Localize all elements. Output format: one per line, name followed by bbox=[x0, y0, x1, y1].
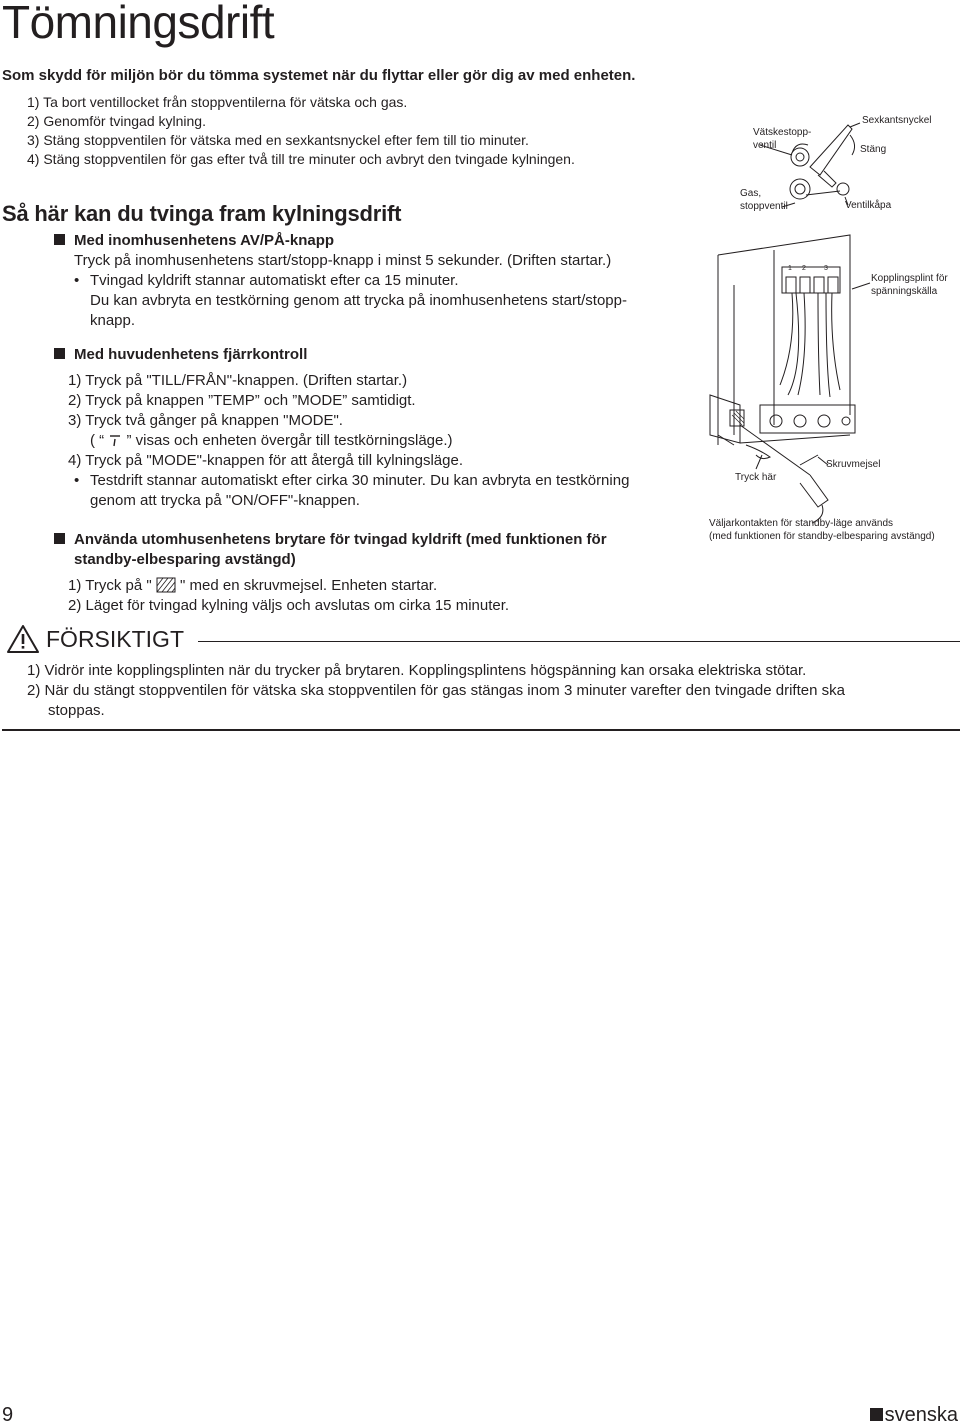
remote-step-note: ( “ ” visas och enheten övergår till testkörningsläge.) bbox=[90, 432, 453, 449]
square-bullet-icon bbox=[54, 234, 65, 245]
outdoor-step: 1) Tryck på " " med en skruvmejsel. Enheten startar. bbox=[68, 577, 438, 594]
remote-step: 3) Tryck två gånger på knappen "MODE". bbox=[68, 412, 343, 429]
section-heading: Så här kan du tvinga fram kylningsdrift bbox=[2, 201, 402, 226]
intro-step: 3) Stäng stoppventilen för vätska med en sexkantsnyckel efter fem till tio minuter. bbox=[27, 132, 529, 148]
intro-heading: Som skydd för miljön bör du tömma systemet när du flyttar eller gör dig av med enheten. bbox=[2, 67, 636, 84]
caution-header bbox=[2, 624, 960, 654]
square-bullet-icon bbox=[54, 533, 65, 544]
square-bullet-icon bbox=[870, 1408, 883, 1421]
indoor-bullet: • Tvingad kyldrift stannar automatiskt efter ca 15 minuter. bbox=[74, 271, 694, 291]
press-here-label: Tryck här bbox=[735, 472, 777, 483]
caution-item: 2) När du stängt stoppventilen för vätska ska stoppventilen för gas stängas inom 3 minuter varefter den tvingade driften ska bbox=[27, 682, 845, 699]
warning-triangle-icon bbox=[6, 624, 40, 654]
intro-steps bbox=[27, 93, 575, 169]
valve-cap-label: Ventilkåpa bbox=[845, 200, 892, 211]
screwdriver-label: Skruvmejsel bbox=[826, 459, 881, 470]
remote-step: 4) Tryck på "MODE"-knappen för att återgå till kylningsläge. bbox=[68, 452, 463, 469]
indoor-text: Tryck på inomhusenhetens start/stopp-knapp i minst 5 sekunder. (Driften startar.) bbox=[74, 252, 612, 269]
terminal-label: Kopplingsplint för spänningskälla bbox=[871, 273, 948, 297]
indoor-heading: Med inomhusenhetens AV/PÅ-knapp bbox=[54, 231, 694, 251]
remote-bullet: • Testdrift stannar automatiskt efter cirka 30 minuter. Du kan avbryta en testkörning bbox=[74, 471, 714, 491]
square-bullet-icon bbox=[54, 348, 65, 359]
switch-hatch-icon bbox=[156, 577, 176, 593]
remote-step: 1) Tryck på "TILL/FRÅN"-knappen. (Driften startar.) bbox=[68, 372, 408, 389]
figure-drawing bbox=[700, 105, 958, 555]
outdoor-heading: Använda utomhusenhetens brytare för tvingad kyldrift (med funktionen för bbox=[54, 530, 714, 550]
remote-bullet-cont: genom att trycka på "ON/OFF"-knappen. bbox=[90, 492, 360, 509]
remote-heading: Med huvudenhetens fjärrkontroll bbox=[54, 345, 714, 365]
outdoor-unit-figure bbox=[700, 105, 958, 555]
hex-key-label: Sexkantsnyckel bbox=[862, 115, 932, 126]
caution-rule bbox=[198, 641, 960, 642]
divider bbox=[2, 729, 960, 731]
caution-title: FÖRSIKTIGT bbox=[46, 626, 184, 652]
terminal-number: 1 bbox=[788, 265, 792, 272]
switch-note: Väljarkontakten för standby-läge används (med funktionen för standby-elbesparing avstängd) bbox=[709, 518, 935, 542]
indoor-block bbox=[54, 231, 694, 331]
terminal-number: 2 bbox=[802, 265, 806, 272]
indoor-bullet-cont: Du kan avbryta en testkörning genom att trycka på inomhusenhetens start/stopp- bbox=[90, 292, 627, 309]
outdoor-block bbox=[54, 530, 714, 616]
gas-valve-label: Gas, stoppventil bbox=[740, 188, 788, 212]
liquid-valve-label: Vätskestopp- ventil bbox=[753, 127, 812, 151]
remote-step: 2) Tryck på knappen ”TEMP” och ”MODE” samtidigt. bbox=[68, 392, 416, 409]
outdoor-step: 2) Läget för tvingad kylning väljs och avslutas om cirka 15 minuter. bbox=[68, 597, 510, 614]
intro-step: 2) Genomför tvingad kylning. bbox=[27, 113, 206, 129]
page-title: Tömningsdrift bbox=[2, 0, 275, 48]
close-label: Stäng bbox=[860, 144, 887, 155]
intro-step: 1) Ta bort ventillocket från stoppventilerna för vätska och gas. bbox=[27, 94, 408, 110]
indoor-bullet-cont: knapp. bbox=[90, 312, 136, 329]
caution-item: 1) Vidrör inte kopplingsplinten när du trycker på brytaren. Kopplingsplintens högspänning kan orsaka elektriska stötar. bbox=[27, 662, 807, 679]
language-label: svenska bbox=[870, 1404, 958, 1426]
caution-item-cont: stoppas. bbox=[48, 702, 105, 719]
outdoor-heading-cont: standby-elbesparing avstängd) bbox=[74, 551, 296, 568]
caution-list bbox=[27, 661, 957, 721]
page-number: 9 bbox=[2, 1404, 14, 1426]
test-mode-segment-icon bbox=[108, 433, 122, 447]
terminal-number: 3 bbox=[824, 265, 828, 272]
remote-block bbox=[54, 345, 714, 511]
intro-step: 4) Stäng stoppventilen för gas efter två till tre minuter och avbryt den tvingade kylningen. bbox=[27, 151, 575, 167]
